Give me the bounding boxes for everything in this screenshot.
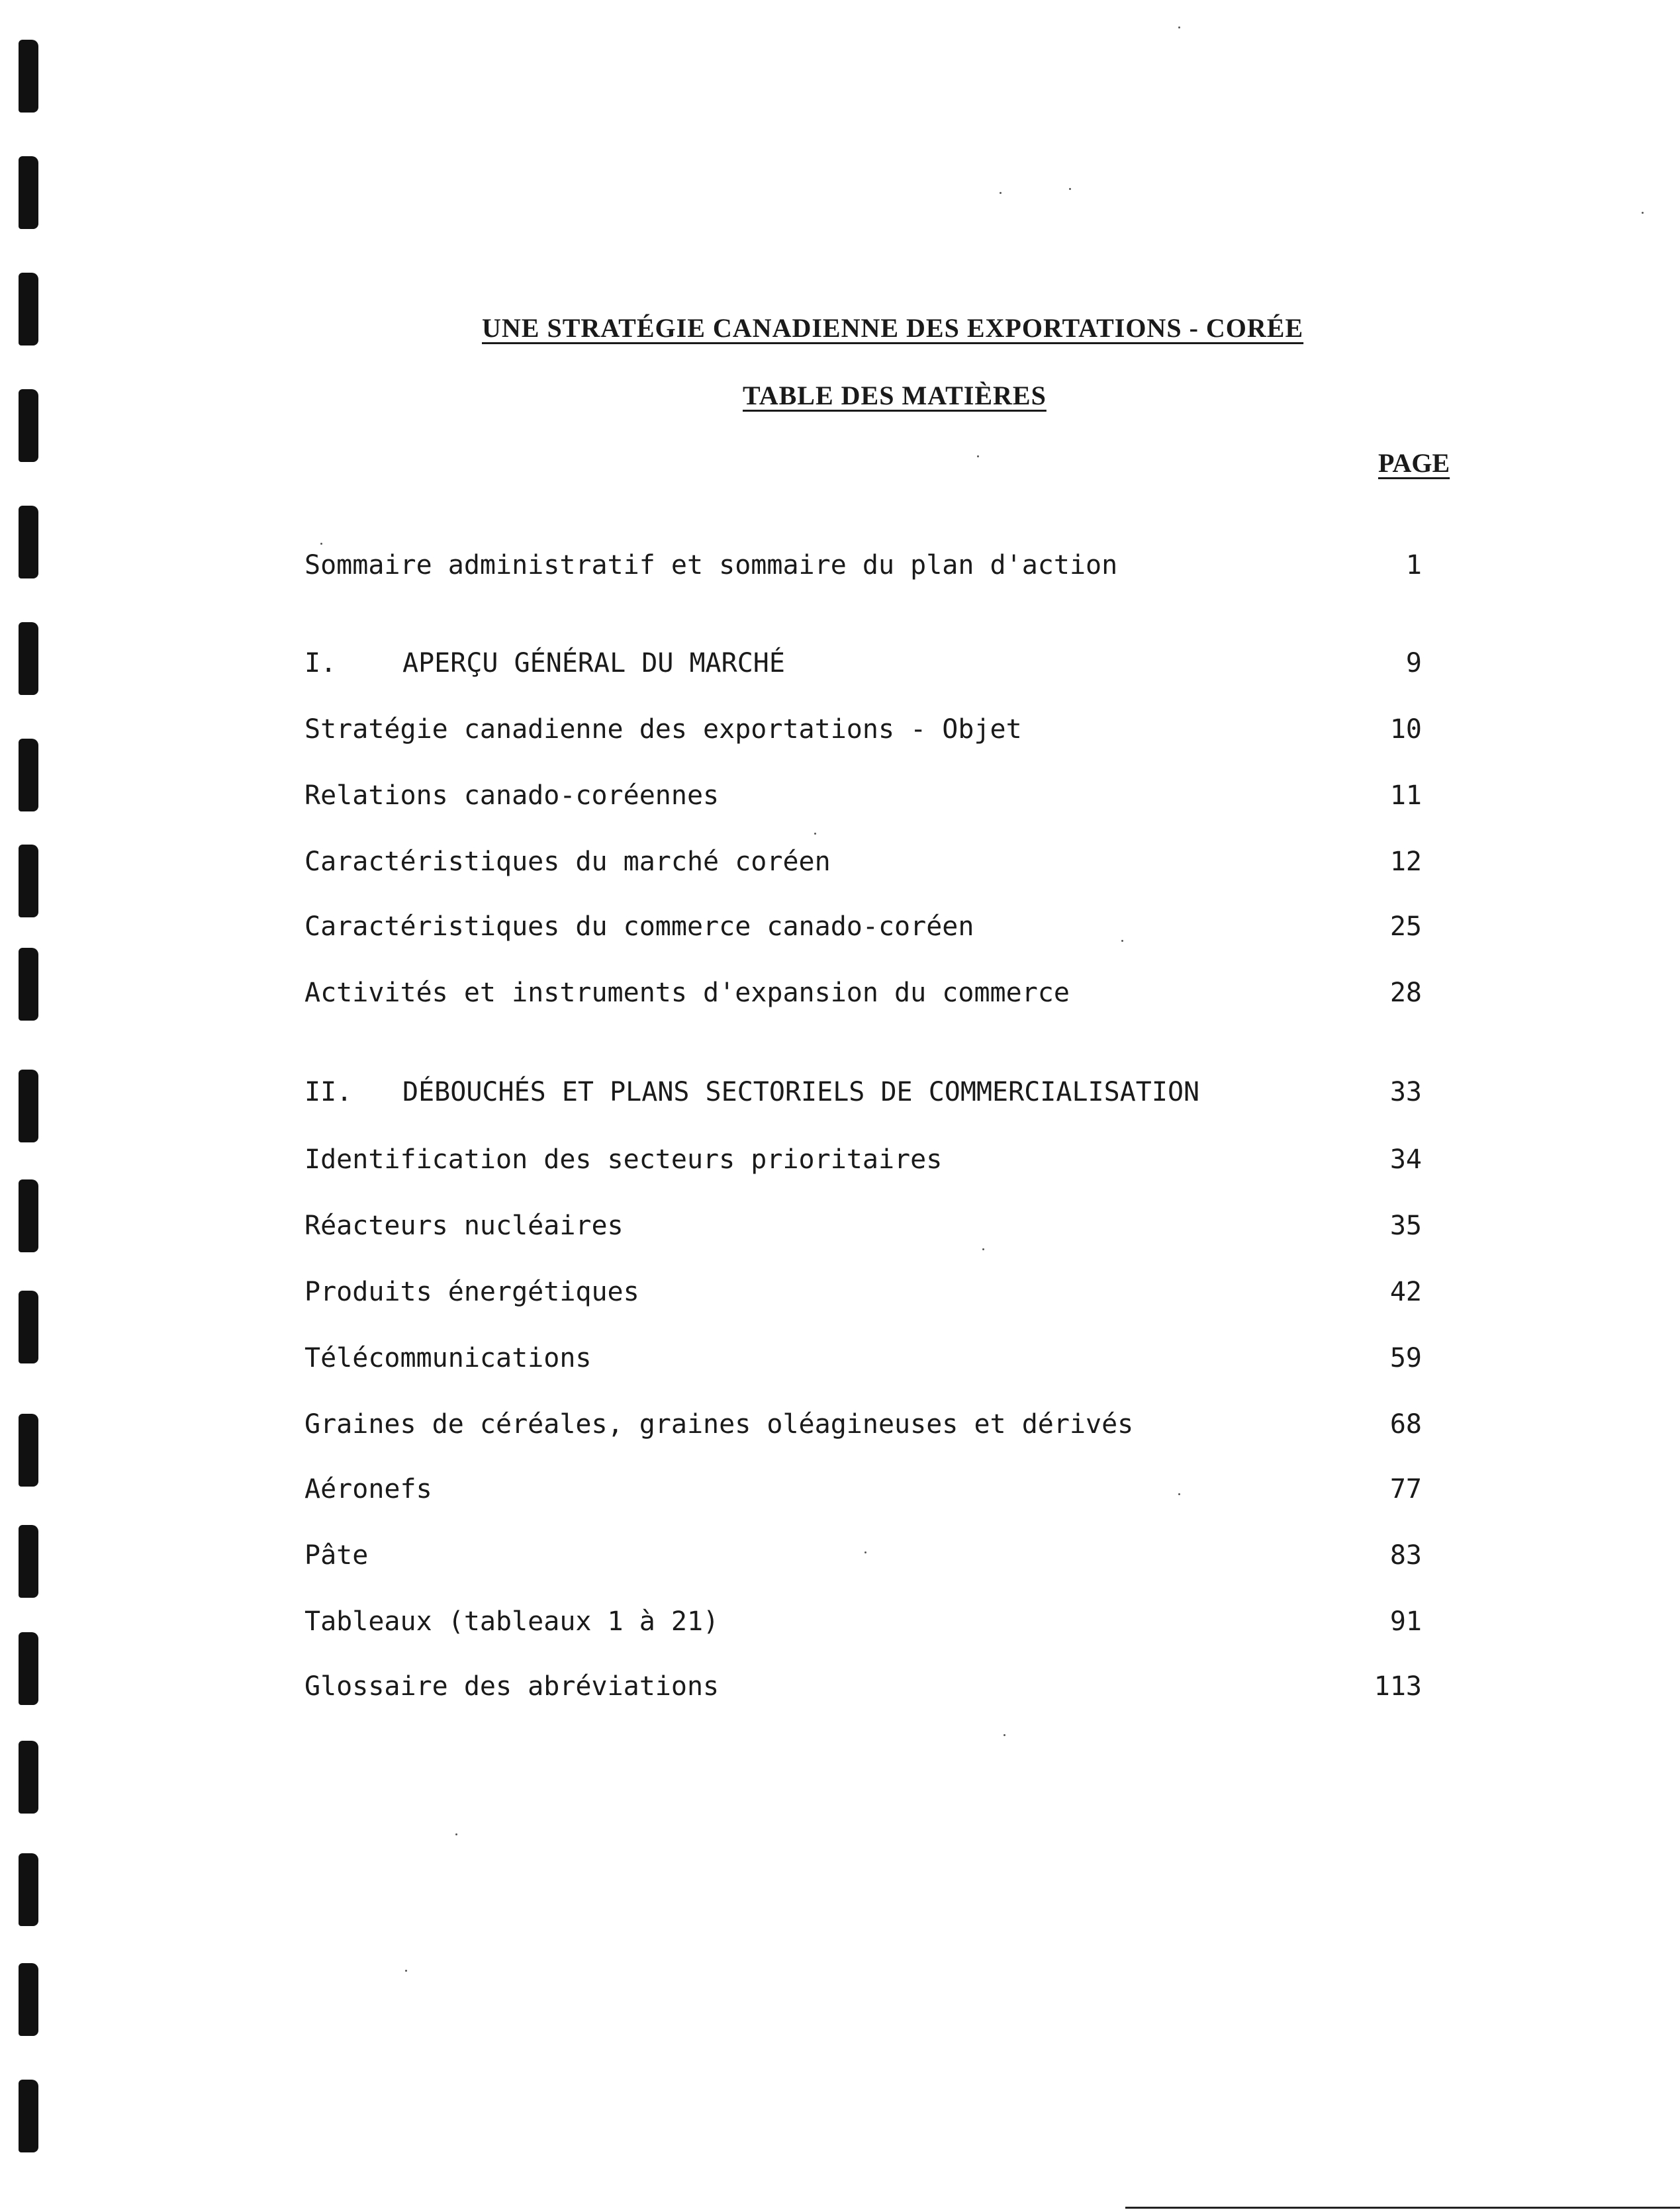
toc-entry-text: Pâte [304, 1540, 369, 1571]
toc-page-number: 68 [1389, 1409, 1422, 1440]
toc-page-number: 9 [1405, 648, 1422, 678]
toc-entry-text: Aéronefs [304, 1474, 432, 1504]
binding-hole-mark [19, 273, 38, 346]
toc-page-number: 59 [1389, 1343, 1422, 1373]
toc-entry-text: Télécommunications [304, 1343, 592, 1373]
scan-speck [1178, 26, 1180, 28]
toc-page-number: 113 [1374, 1671, 1422, 1702]
toc-page-number: 83 [1389, 1540, 1422, 1571]
toc-entry-text: Graines de céréales, graines oléagineuses et dérivés [304, 1409, 1134, 1440]
binding-hole-mark [19, 2080, 38, 2152]
toc-entry [304, 973, 1430, 1013]
scan-speck [977, 455, 979, 457]
toc-entry [304, 1405, 1430, 1444]
toc-entry [304, 1602, 1430, 1641]
binding-hole-mark [19, 1070, 38, 1142]
binding-hole-mark [19, 1741, 38, 1814]
page-column-header: PAGE [1378, 448, 1450, 478]
toc-entry-text: Tableaux (tableaux 1 à 21) [304, 1606, 720, 1637]
toc-page-number: 1 [1405, 550, 1422, 580]
toc-entry-text: Sommaire administratif et sommaire du plan d'action [304, 550, 1118, 580]
scan-speck [405, 1970, 407, 1972]
toc-heading: TABLE DES MATIÈRES [743, 381, 1047, 410]
binding-hole-mark [19, 1525, 38, 1598]
binding-hole-mark [19, 506, 38, 578]
toc-entry-text: Glossaire des abréviations [304, 1671, 720, 1702]
scan-speck [1003, 1734, 1005, 1736]
toc-entry-label [304, 1072, 1199, 1112]
toc-entry-text: Identification des secteurs prioritaires [304, 1144, 943, 1175]
toc-entry [304, 1469, 1430, 1509]
toc-page-number: 91 [1389, 1606, 1422, 1637]
page-bottom-rule [1125, 2207, 1680, 2209]
scan-speck [1121, 940, 1123, 942]
binding-hole-mark [19, 845, 38, 917]
binding-hole-mark [19, 948, 38, 1021]
toc-entry-text: Produits énergétiques [304, 1277, 639, 1307]
toc-entry-label [304, 643, 785, 683]
toc-entry [304, 1667, 1430, 1706]
toc-entry [304, 776, 1430, 815]
binding-hole-mark [19, 739, 38, 811]
toc-section-number: II. [304, 1077, 353, 1107]
scan-speck [982, 1248, 984, 1250]
toc-section-heading [304, 643, 1430, 683]
toc-entry-text: Caractéristiques du marché coréen [304, 847, 831, 877]
binding-hole-mark [19, 156, 38, 229]
toc-page-number: 42 [1389, 1277, 1422, 1307]
scan-speck [1178, 1493, 1180, 1495]
binding-hole-mark [19, 40, 38, 113]
scan-speck [1069, 188, 1071, 190]
binding-hole-mark [19, 389, 38, 462]
toc-entry [304, 545, 1430, 585]
scan-speck [1000, 192, 1002, 194]
binding-hole-mark [19, 1291, 38, 1363]
binding-hole-mark [19, 1414, 38, 1487]
binding-hole-mark [19, 1632, 38, 1705]
toc-entry [304, 1272, 1430, 1312]
toc-entry-text: Relations canado-coréennes [304, 780, 720, 811]
toc-page-number: 12 [1389, 847, 1422, 877]
toc-section-number: I. [304, 648, 337, 678]
toc-page-number: 25 [1389, 911, 1422, 942]
toc-page-number: 34 [1389, 1144, 1422, 1175]
toc-entry-text: Activités et instruments d'expansion du commerce [304, 978, 1070, 1008]
toc-page-number: 11 [1389, 780, 1422, 811]
scan-speck [864, 1551, 866, 1553]
scan-speck [814, 833, 816, 835]
toc-page-number: 33 [1389, 1077, 1422, 1107]
document-title: UNE STRATÉGIE CANADIENNE DES EXPORTATIONS - CORÉE [482, 313, 1304, 343]
toc-entry [304, 1338, 1430, 1378]
toc-page-number: 77 [1389, 1474, 1422, 1504]
toc-page-number: 35 [1389, 1211, 1422, 1241]
binding-hole-mark [19, 1963, 38, 2036]
toc-entry [304, 1140, 1430, 1179]
toc-entry-text: Stratégie canadienne des exportations - Objet [304, 714, 1022, 745]
toc-entry [304, 710, 1430, 749]
binding-hole-mark [19, 1853, 38, 1926]
toc-section-heading [304, 1072, 1430, 1112]
toc-page-number: 10 [1389, 714, 1422, 745]
binding-holes [19, 40, 45, 2197]
scan-speck [1642, 212, 1644, 214]
toc-page-number: 28 [1389, 978, 1422, 1008]
scan-speck [320, 543, 322, 545]
binding-hole-mark [19, 1179, 38, 1252]
scan-speck [455, 1833, 457, 1835]
toc-entry-text: DÉBOUCHÉS ET PLANS SECTORIELS DE COMMERCIALISATION [402, 1077, 1200, 1107]
toc-entry-text: APERÇU GÉNÉRAL DU MARCHÉ [402, 648, 785, 678]
toc-entry-text: Caractéristiques du commerce canado-coréen [304, 911, 974, 942]
toc-entry [304, 907, 1430, 946]
binding-hole-mark [19, 622, 38, 695]
toc-entry-label [304, 545, 1117, 585]
toc-entry [304, 1206, 1430, 1246]
toc-entry [304, 1536, 1430, 1575]
toc-entry [304, 842, 1430, 882]
toc-entry-text: Réacteurs nucléaires [304, 1211, 624, 1241]
